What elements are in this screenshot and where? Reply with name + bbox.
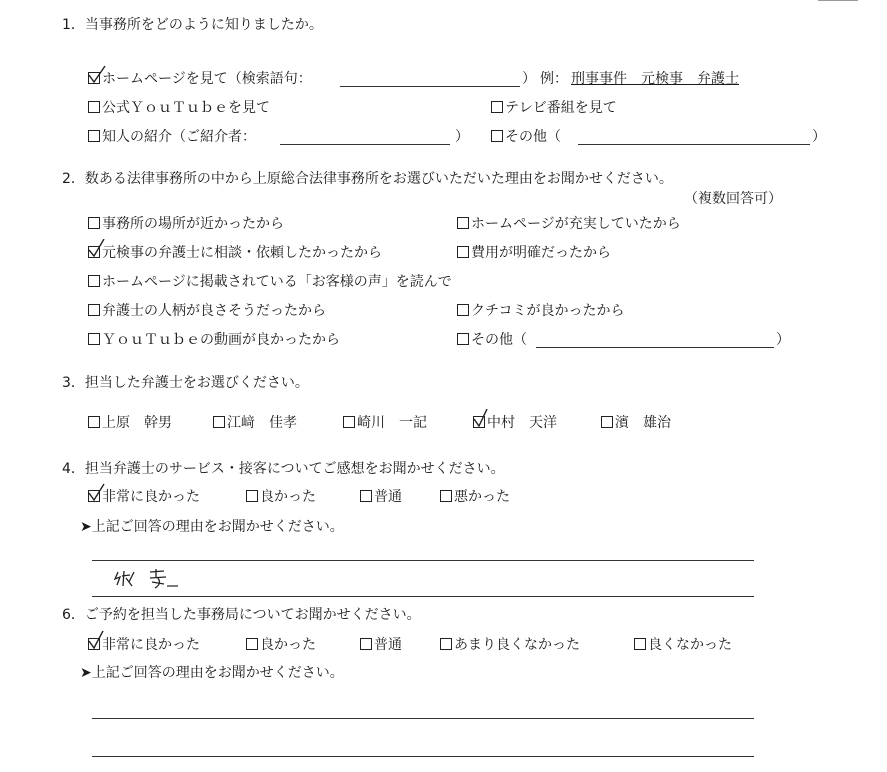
checkbox[interactable] [88,333,100,345]
q2-option-former-prosecutor[interactable] [88,244,382,262]
option-label: 弁護士の人柄が良さそうだったから [102,303,326,319]
checkbox[interactable] [457,217,469,229]
q6-option-bad[interactable] [634,636,732,654]
q4-reason-line-1[interactable] [92,560,754,561]
q4-option-neutral[interactable] [360,488,402,506]
checkbox-checked[interactable] [88,638,100,650]
checkbox[interactable] [246,638,258,650]
lawyer-name: 中村 天洋 [487,415,557,431]
q6-option-very-good[interactable] [88,636,200,654]
search-terms-blank[interactable] [340,86,520,87]
q4-title: 4．担当弁護士のサービス・接客についてご感想をお聞かせください。 [62,461,505,477]
q1-option-homepage[interactable] [88,70,312,88]
top-edge-mark [818,0,858,1]
option-label: 普通 [374,637,402,653]
checkbox-checked[interactable] [473,416,485,428]
lawyer-option-ezaki[interactable] [213,414,297,432]
checkbox[interactable] [88,416,100,428]
option-label: その他（ [471,332,527,348]
option-label: ホームページを見て（検索語句： [102,71,312,87]
q6-reason-line-2[interactable] [92,756,754,757]
homepage-close-paren: ） [522,71,536,87]
q1-option-tv[interactable] [491,99,617,117]
referral-close-paren: ） [455,129,469,145]
checkbox[interactable] [457,304,469,316]
q6-option-not-so-good[interactable] [440,636,580,654]
checkbox[interactable] [457,333,469,345]
checkbox[interactable] [213,416,225,428]
q3-title: 3．担当した弁護士をお選びください。 [62,375,309,391]
q2-multiple-answers-note: （複数回答可） [684,191,782,207]
q1-other-blank[interactable] [578,144,810,145]
option-label: 非常に良かった [102,489,200,505]
q4-option-very-good[interactable] [88,488,200,506]
lawyer-option-sakikawa[interactable] [343,414,427,432]
checkbox[interactable] [343,416,355,428]
option-label: ホームページに掲載されている「お客様の声」を読んで [102,274,452,290]
checkbox[interactable] [88,275,100,287]
q2-option-other[interactable] [457,331,527,349]
q2-other-close-paren: ） [776,332,790,348]
q1-other-close-paren: ） [812,129,826,145]
q2-option-fees[interactable] [457,244,611,262]
q1-option-referral[interactable] [88,128,256,146]
option-label: 悪かった [454,489,510,505]
option-label: 非常に良かった [102,637,200,653]
lawyer-name: 上原 幹男 [102,415,172,431]
option-label: ＹｏｕＴｕｂｅの動画が良かったから [102,332,340,348]
checkbox[interactable] [88,101,100,113]
q4-option-bad[interactable] [440,488,510,506]
q6-reason-prompt: ➤上記ご回答の理由をお聞かせください。 [80,665,344,681]
q4-reason-prompt: ➤上記ご回答の理由をお聞かせください。 [80,519,344,535]
checkbox[interactable] [88,130,100,142]
q2-option-reviews[interactable] [457,302,624,320]
option-label: ホームページが充実していたから [471,216,681,232]
checkbox[interactable] [246,490,258,502]
checkbox-checked[interactable] [88,72,100,84]
lawyer-option-hama[interactable] [601,414,671,432]
checkbox[interactable] [88,304,100,316]
checkbox[interactable] [440,638,452,650]
option-label: 事務所の場所が近かったから [102,216,284,232]
lawyer-option-uehara[interactable] [88,414,172,432]
q2-title: 2．数ある法律事務所の中から上原総合法律事務所をお選びいただいた理由をお聞かせください。 [62,171,673,187]
checkbox[interactable] [457,246,469,258]
option-label: 知人の紹介（ご紹介者： [102,129,256,145]
example-label: 例： [540,71,568,87]
checkbox[interactable] [360,490,372,502]
checkbox[interactable] [491,130,503,142]
option-label: 良くなかった [648,637,732,653]
checkbox[interactable] [634,638,646,650]
q6-title: 6．ご予約を担当した事務局についてお聞かせください。 [62,607,421,623]
option-label: テレビ番組を見て [505,100,617,116]
lawyer-name: 崎川 一記 [357,415,427,431]
q6-option-neutral[interactable] [360,636,402,654]
option-label: 元検事の弁護士に相談・依頼したかったから [102,245,382,261]
example-search-terms: 刑事事件 元検事 弁護士 [571,71,739,87]
q4-option-good[interactable] [246,488,316,506]
q6-reason-line-1[interactable] [92,718,754,719]
q2-option-voices[interactable] [88,273,452,291]
option-label: 良かった [260,637,316,653]
checkbox[interactable] [491,101,503,113]
checkbox-checked[interactable] [88,246,100,258]
checkbox[interactable] [601,416,613,428]
option-label: その他（ [505,129,561,145]
checkbox[interactable] [360,638,372,650]
lawyer-option-nakamura[interactable] [473,414,557,432]
option-label: 公式ＹｏｕＴｕｂｅを見て [102,100,270,116]
lawyer-name: 濱 雄治 [615,415,671,431]
checkbox-checked[interactable] [88,490,100,502]
q6-option-good[interactable] [246,636,316,654]
referrer-blank[interactable] [280,144,450,145]
checkbox[interactable] [88,217,100,229]
q2-option-youtube-video[interactable] [88,331,340,349]
option-label: 良かった [260,489,316,505]
q1-title: 1．当事務所をどのように知りましたか。 [62,17,323,33]
handwritten-answer [112,566,192,592]
option-label: あまり良くなかった [454,637,580,653]
q2-other-blank[interactable] [536,347,774,348]
lawyer-name: 江﨑 佳孝 [227,415,297,431]
option-label: 普通 [374,489,402,505]
q4-reason-line-2[interactable] [92,596,754,597]
q2-option-personality[interactable] [88,302,326,320]
option-label: 費用が明確だったから [471,245,611,261]
checkbox[interactable] [440,490,452,502]
q1-option-other[interactable] [491,128,561,146]
option-label: クチコミが良かったから [471,303,625,319]
q2-option-homepage[interactable] [457,215,681,233]
q2-option-location[interactable] [88,215,284,233]
q1-option-youtube[interactable] [88,99,270,117]
